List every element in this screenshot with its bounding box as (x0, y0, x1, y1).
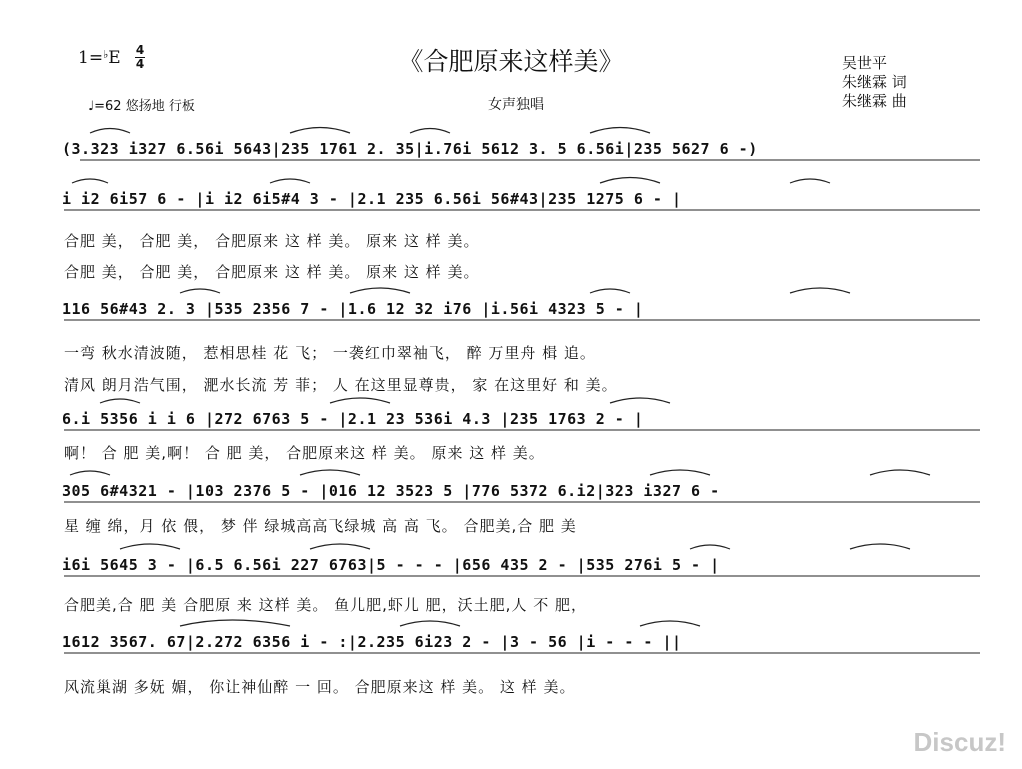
notation-row-6: i6i 5645 3 - |6.5 6.56i 227 6763|5 - - - |656 435 2 - |535 276i 5 - | (62, 556, 720, 574)
notation-row-7: 1612 3567. 67|2.272 6356 i - :|2.235 6i23 2 - |3 - 56 |i - - - || (62, 633, 682, 651)
lyric-row-3b: 清风 朗月浩气围， 淝水长流 芳 菲； 人 在这里显尊贵， 家 在这里好 和 美。 (64, 376, 618, 394)
lyric-row-7: 风流巢湖 多妩 媚， 你让神仙醉 一 回。 合肥原来这 样 美。 这 样 美。 (64, 678, 576, 696)
notation-row-4: 6.i 5356 i i 6 |272 6763 5 - |2.1 23 536i 4.3 |235 1763 2 - | (62, 410, 644, 428)
lyric-row-6: 合肥美,合 肥 美 合肥原 来 这样 美。 鱼儿肥,虾儿 肥，沃土肥,人 不 肥， (64, 596, 587, 614)
key-signature: 1=♭E (78, 48, 121, 68)
lyric-row-5: 星 缠 绵，月 依 偎， 梦 伴 绿城高高飞绿城 高 高 飞。 合肥美,合 肥 美 (64, 517, 577, 535)
lyricist-credit: 朱继霖 词 (842, 73, 907, 91)
performance-style: 女声独唱 (488, 97, 544, 113)
lyric-row-2a: 合肥 美， 合肥 美， 合肥原来 这 样 美。 原来 这 样 美。 (64, 232, 480, 250)
singer-credit: 吴世平 (842, 54, 888, 72)
lyric-row-2b: 合肥 美， 合肥 美， 合肥原来 这 样 美。 原来 这 样 美。 (64, 263, 480, 281)
composer-credit: 朱继霖 曲 (842, 92, 907, 110)
lyric-row-4: 啊！ 合 肥 美,啊！ 合 肥 美， 合肥原来这 样 美。 原来 这 样 美。 (64, 444, 545, 462)
notation-row-5: 305 6#4321 - |103 2376 5 - |016 12 3523 5 |776 5372 6.i2|323 i327 6 - (62, 482, 720, 500)
lyric-row-3a: 一弯 秋水清波随， 惹相思桂 花 飞； 一袭红巾翠袖飞， 醉 万里舟 楫 追。 (64, 344, 596, 362)
tempo-marking: ♩=62 悠扬地 行板 (88, 99, 195, 114)
notation-row-2: i i2 6i57 6 - |i i2 6i5#4 3 - |2.1 235 6.56i 56#43|235 1275 6 - | (62, 190, 682, 208)
time-signature: 4 4 (135, 43, 145, 71)
notation-row-3: 116 56#43 2. 3 |535 2356 7 - |1.6 12 32 i76 |i.56i 4323 5 - | (62, 300, 644, 318)
watermark-logo: Discuz! (913, 727, 1006, 757)
song-title: 《合肥原来这样美》 (398, 47, 624, 76)
notation-row-1: (3.323 i327 6.56i 5643|235 1761 2. 35|i.76i 5612 3. 5 6.56i|235 5627 6 -) (62, 140, 758, 158)
